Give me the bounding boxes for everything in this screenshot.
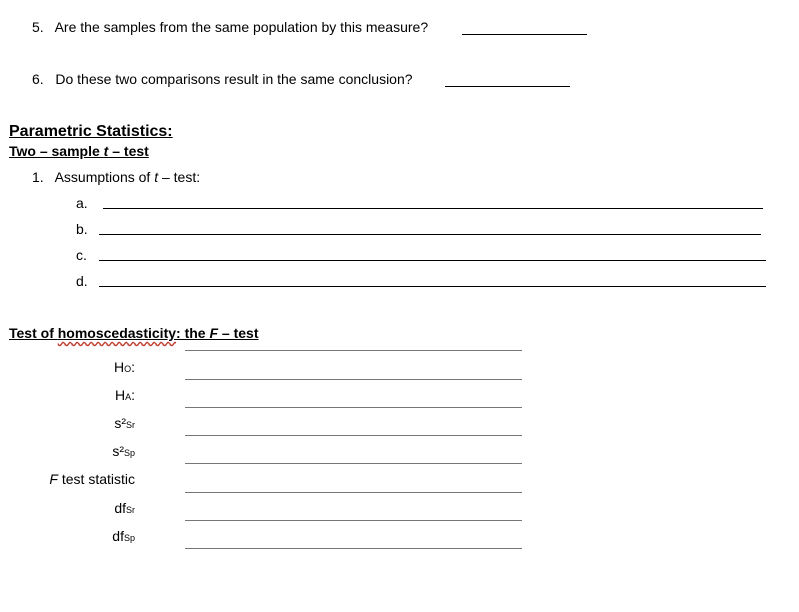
label-main: df: [112, 528, 124, 544]
row-label-ha: [0, 387, 135, 403]
label-sub: Sr: [126, 420, 135, 430]
answer-blank-q5[interactable]: [462, 34, 587, 35]
row-label-s2sr: [0, 415, 135, 431]
question-text: Are the samples from the same population by this measure?: [54, 19, 429, 35]
section-subheading: [9, 143, 149, 159]
ftest-heading-F: F: [209, 325, 219, 341]
label-main: df: [114, 500, 126, 516]
table-line[interactable]: [185, 548, 522, 549]
question-5: [32, 19, 428, 35]
label-rest: test statistic: [57, 471, 135, 487]
assumptions-prefix: Assumptions of: [54, 169, 155, 185]
subheading-t: t: [103, 143, 109, 159]
ftest-heading: [9, 325, 259, 341]
question-number: 6.: [32, 71, 44, 87]
question-6: [32, 71, 413, 87]
assumption-blank-d[interactable]: [99, 286, 766, 287]
question-text: Do these two comparisons result in the same conclusion?: [55, 71, 413, 87]
label-sub: Sp: [123, 533, 135, 543]
assumption-label-c: c.: [76, 247, 87, 263]
label-sub: Sr: [126, 505, 135, 515]
label-tail: :: [131, 387, 135, 403]
label-main: H: [114, 387, 126, 403]
question-number: 5.: [32, 19, 44, 35]
ftest-heading-spellcheck-word: homoscedasticity: [57, 325, 177, 341]
ftest-heading-part3: : the: [176, 325, 210, 341]
table-line: [185, 350, 522, 351]
assumptions-question: [32, 169, 200, 185]
table-line[interactable]: [185, 463, 522, 464]
row-label-h0: [0, 359, 135, 375]
assumption-blank-b[interactable]: [99, 234, 761, 235]
label-sub: O: [124, 364, 132, 374]
label-tail: :: [131, 359, 135, 375]
assumption-label-b: b.: [76, 221, 88, 237]
label-sub: Sp: [123, 448, 135, 458]
label-sub: A: [125, 392, 132, 402]
subheading-suffix: – test: [108, 143, 149, 159]
ftest-heading-part1: Test of: [9, 325, 58, 341]
assumptions-suffix: – test:: [158, 169, 201, 185]
table-line[interactable]: [185, 520, 522, 521]
table-line[interactable]: [185, 379, 522, 380]
assumption-label-d: d.: [76, 273, 88, 289]
assumption-blank-a[interactable]: [103, 208, 763, 209]
label-main: H: [113, 359, 125, 375]
section-heading: Parametric Statistics:: [9, 123, 173, 140]
assumptions-t: t: [154, 169, 159, 185]
label-main: s²: [114, 415, 126, 431]
table-line[interactable]: [185, 407, 522, 408]
question-number: 1.: [32, 169, 44, 185]
label-italic: F: [49, 471, 58, 487]
answer-blank-q6[interactable]: [445, 86, 570, 87]
row-label-s2sp: [0, 443, 135, 459]
assumption-blank-c[interactable]: [99, 260, 766, 261]
row-label-dfsp: [0, 528, 135, 544]
table-line[interactable]: [185, 435, 522, 436]
table-line[interactable]: [185, 492, 522, 493]
row-label-f-statistic: [0, 471, 135, 487]
assumption-label-a: a.: [76, 195, 88, 211]
ftest-heading-part4: – test: [218, 325, 259, 341]
subheading-prefix: Two – sample: [9, 143, 104, 159]
label-main: s²: [112, 443, 124, 459]
row-label-dfsr: [0, 500, 135, 516]
